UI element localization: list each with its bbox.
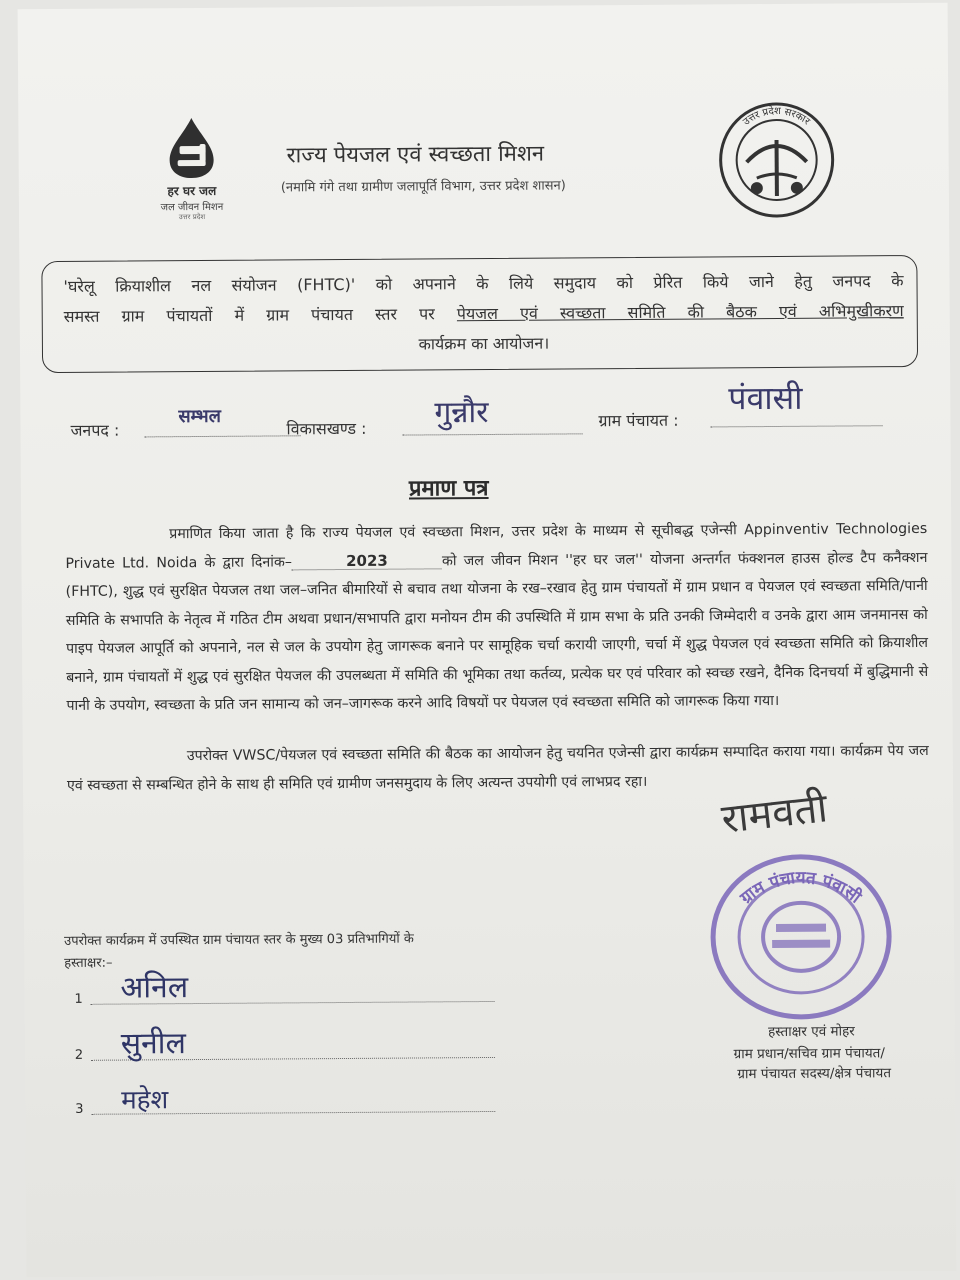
signature-caption-1: हस्ताक्षर एवं मोहर — [768, 1023, 855, 1041]
seal-text: उत्तर प्रदेश सरकार — [741, 105, 812, 128]
block-label: विकासखण्ड : — [286, 418, 367, 439]
paragraph-1-part-a: प्रमाणित किया जाता है कि राज्य पेयजल एवं स्वच्छता मिशन, उत्तर प्रदेश के माध्यम से सूचीबद्ध एजेन्सी Appinventiv Technologies Private Ltd. Noida के द्वारा दिनांक– — [65, 520, 928, 572]
water-drop-tap-icon — [161, 116, 221, 180]
district-field-line — [144, 417, 300, 437]
gram-panchayat-value: पंवासी — [728, 378, 803, 418]
participant-row — [75, 1080, 495, 1117]
block-field-line — [402, 415, 582, 435]
logo-line-3: उत्तर प्रदेश — [178, 212, 206, 222]
panchayat-stamp-icon — [705, 851, 896, 1022]
signature-caption-2: ग्राम प्रधान/सचिव ग्राम पंचायत/ — [733, 1045, 885, 1063]
certificate-paragraph-1 — [65, 515, 928, 721]
notice-line-2-underlined: पेयजल एवं स्वच्छता समिति की बैठक एवं अभिमुखीकरण — [456, 301, 904, 324]
participants-intro-1: उपरोक्त कार्यक्रम में उपस्थित ग्राम पंचायत स्तर के मुख्य 03 प्रतिभागियों के — [64, 931, 414, 949]
gram-panchayat-label: ग्राम पंचायत : — [598, 410, 679, 431]
participant-number: 2 — [74, 1047, 84, 1063]
participant-row — [75, 1026, 495, 1063]
participant-signature: महेश — [121, 1085, 169, 1116]
participant-number: 3 — [75, 1101, 84, 1117]
logo-line-1: हर घर जल — [167, 183, 217, 199]
mission-title: राज्य पेयजल एवं स्वच्छता मिशन — [286, 141, 545, 169]
district-value: सम्भल — [178, 405, 221, 428]
notice-line-1: 'घरेलू क्रियाशील नल संयोजन (FHTC)' को अपनाने के लिये समुदाय को प्रेरित किये जाने हेतु जनपद के — [63, 271, 904, 296]
participant-number: 1 — [74, 991, 83, 1007]
district-label: जनपद : — [70, 420, 120, 440]
signer-signature: रामवती — [719, 785, 830, 843]
signature-caption-3: ग्राम पंचायत सदस्य/क्षेत्र पंचायत — [737, 1065, 892, 1083]
date-value: 2023 — [292, 552, 442, 570]
participant-signature: अनिल — [120, 970, 189, 1006]
document-page — [18, 3, 957, 1277]
notice-line-3: कार्यक्रम का आयोजन। — [418, 333, 550, 354]
up-government-seal-icon — [716, 100, 837, 221]
notice-line-2-text: समस्त ग्राम पंचायतों में ग्राम पंचायत स्तर पर — [63, 304, 457, 326]
certificate-title: प्रमाण पत्र — [408, 475, 489, 502]
mission-subtitle: (नमामि गंगे तथा ग्रामीण जलापूर्ति विभाग, उत्तर प्रदेश शासन) — [280, 178, 566, 196]
participant-row — [74, 970, 494, 1007]
stamp-text: ग्राम पंचायत पंवासी — [736, 868, 865, 909]
participants-intro-2: हस्ताक्षर:– — [64, 955, 113, 971]
logo-line-2: जल जीवन मिशन — [160, 201, 224, 214]
paragraph-1-part-b: को जल जीवन मिशन ''हर घर जल'' योजना अन्तर्गत फंक्शनल हाउस होल्ड टैप कनैक्शन (FHTC), शुद्ध एवं सुरक्षित पेयजल तथा जल–जनित बीमारियों से बचाव तथा योजना के रख–रखाव हेतु ग्राम पंचायतों में ग्राम प्रधान व पेयजल एवं स्वच्छता समिति/पानी समिति के सभापति के नेतृत्व में गठित टीम अथवा प्रधान/सभापति द्वारा मनोयन टीम की उपस्थिति में ग्राम सभा के प्रति उनकी जिम्मेदारी व उनके द्वारा आम जनमानस को पाइप पेयजल आपूर्ति को अपनाने, नल से जल के उपयोग हेतु जागरूक बनाने पर सामूहिक चर्चा करायी जाएगी, चर्चा में शुद्ध पेयजल एवं स्वच्छता समिति को क्रियाशील बनाने, ग्राम पंचायतों में शुद्ध एवं सुरक्षित पेयजल की उपलब्धता में समिति की भूमिका तथा कर्तव्य, प्रत्येक घर एवं परिवार को स्वच्छ रखने, दैनिक दिनचर्या में बुद्धिमानी से पानी के उपयोग, स्वच्छता के प्रति जन सामान्य को जन–जागरूक करने आदि विषयों पर पेयजल एवं स्वच्छता समिति को जागरूक किया गया। — [65, 549, 929, 714]
har-ghar-jal-logo — [136, 116, 247, 223]
participant-signature: सुनील — [120, 1026, 186, 1062]
block-value: गुन्नौर — [434, 394, 489, 431]
paragraph-2-text: उपरोक्त VWSC/पेयजल एवं स्वच्छता समिति की बैठक का आयोजन हेतु चयनित एजेन्सी द्वारा कार्यक्रम सम्पादित कराया गया। कार्यक्रम पेय जल एवं स्वच्छता से सम्बन्धित होने के साथ ही समिति एवं ग्रामीण जनसमुदाय के लिए अत्यन्त उपयोगी एवं लाभप्रद रहा। — [66, 742, 929, 794]
